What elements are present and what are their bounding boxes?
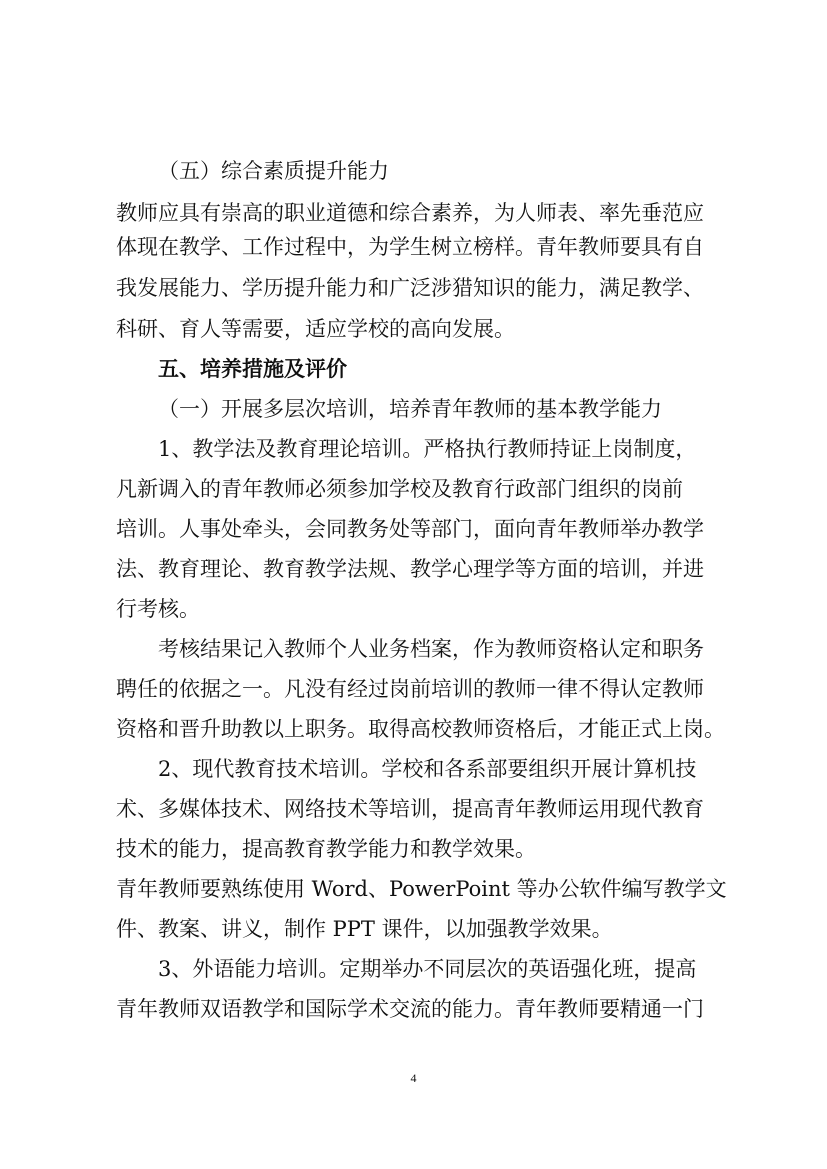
body-line: 培训。人事处牵头，会同教务处等部门，面向青年教师举办教学 — [116, 517, 704, 541]
section-heading-5: 五、培养措施及评价 — [158, 357, 347, 381]
body-line: 技术的能力，提高教育教学能力和教学效果。 — [116, 837, 536, 861]
body-line: 青年教师双语教学和国际学术交流的能力。青年教师要精通一门 — [116, 997, 704, 1021]
body-line: 1、教学法及教育理论培训。严格执行教师持证上岗制度， — [158, 437, 697, 461]
body-line: 凡新调入的青年教师必须参加学校及教育行政部门组织的岗前 — [116, 477, 683, 501]
body-line: 3、外语能力培训。定期举办不同层次的英语强化班，提高 — [158, 957, 697, 981]
body-line: 件、教案、讲义，制作 PPT 课件，以加强教学效果。 — [116, 917, 613, 941]
body-line: 青年教师要熟练使用 Word、PowerPoint 等办公软件编写教学文 — [116, 877, 727, 901]
body-line: 行考核。 — [116, 597, 200, 621]
body-line: 教师应具有崇高的职业道德和综合素养，为人师表、率先垂范应 — [116, 201, 704, 225]
body-line: 术、多媒体技术、网络技术等培训，提高青年教师运用现代教育 — [116, 797, 704, 821]
page-number: 4 — [410, 1071, 417, 1085]
body-line: 法、教育理论、教育教学法规、教学心理学等方面的培训，并进 — [116, 557, 704, 581]
subsection-heading-5: （五）综合素质提升能力 — [158, 159, 389, 183]
subsection-heading-1: （一）开展多层次培训，培养青年教师的基本教学能力 — [158, 397, 662, 421]
body-line: 考核结果记入教师个人业务档案，作为教师资格认定和职务 — [158, 637, 704, 661]
body-line: 2、现代教育技术培训。学校和各系部要组织开展计算机技 — [158, 757, 697, 781]
body-line: 资格和晋升助教以上职务。取得高校教师资格后，才能正式上岗。 — [116, 717, 725, 741]
body-line: 科研、育人等需要，适应学校的高向发展。 — [116, 317, 515, 341]
body-line: 体现在教学、工作过程中，为学生树立榜样。青年教师要具有自 — [116, 235, 704, 259]
body-line: 我发展能力、学历提升能力和广泛涉猎知识的能力，满足教学、 — [116, 276, 704, 300]
body-line: 聘任的依据之一。凡没有经过岗前培训的教师一律不得认定教师 — [116, 677, 704, 701]
